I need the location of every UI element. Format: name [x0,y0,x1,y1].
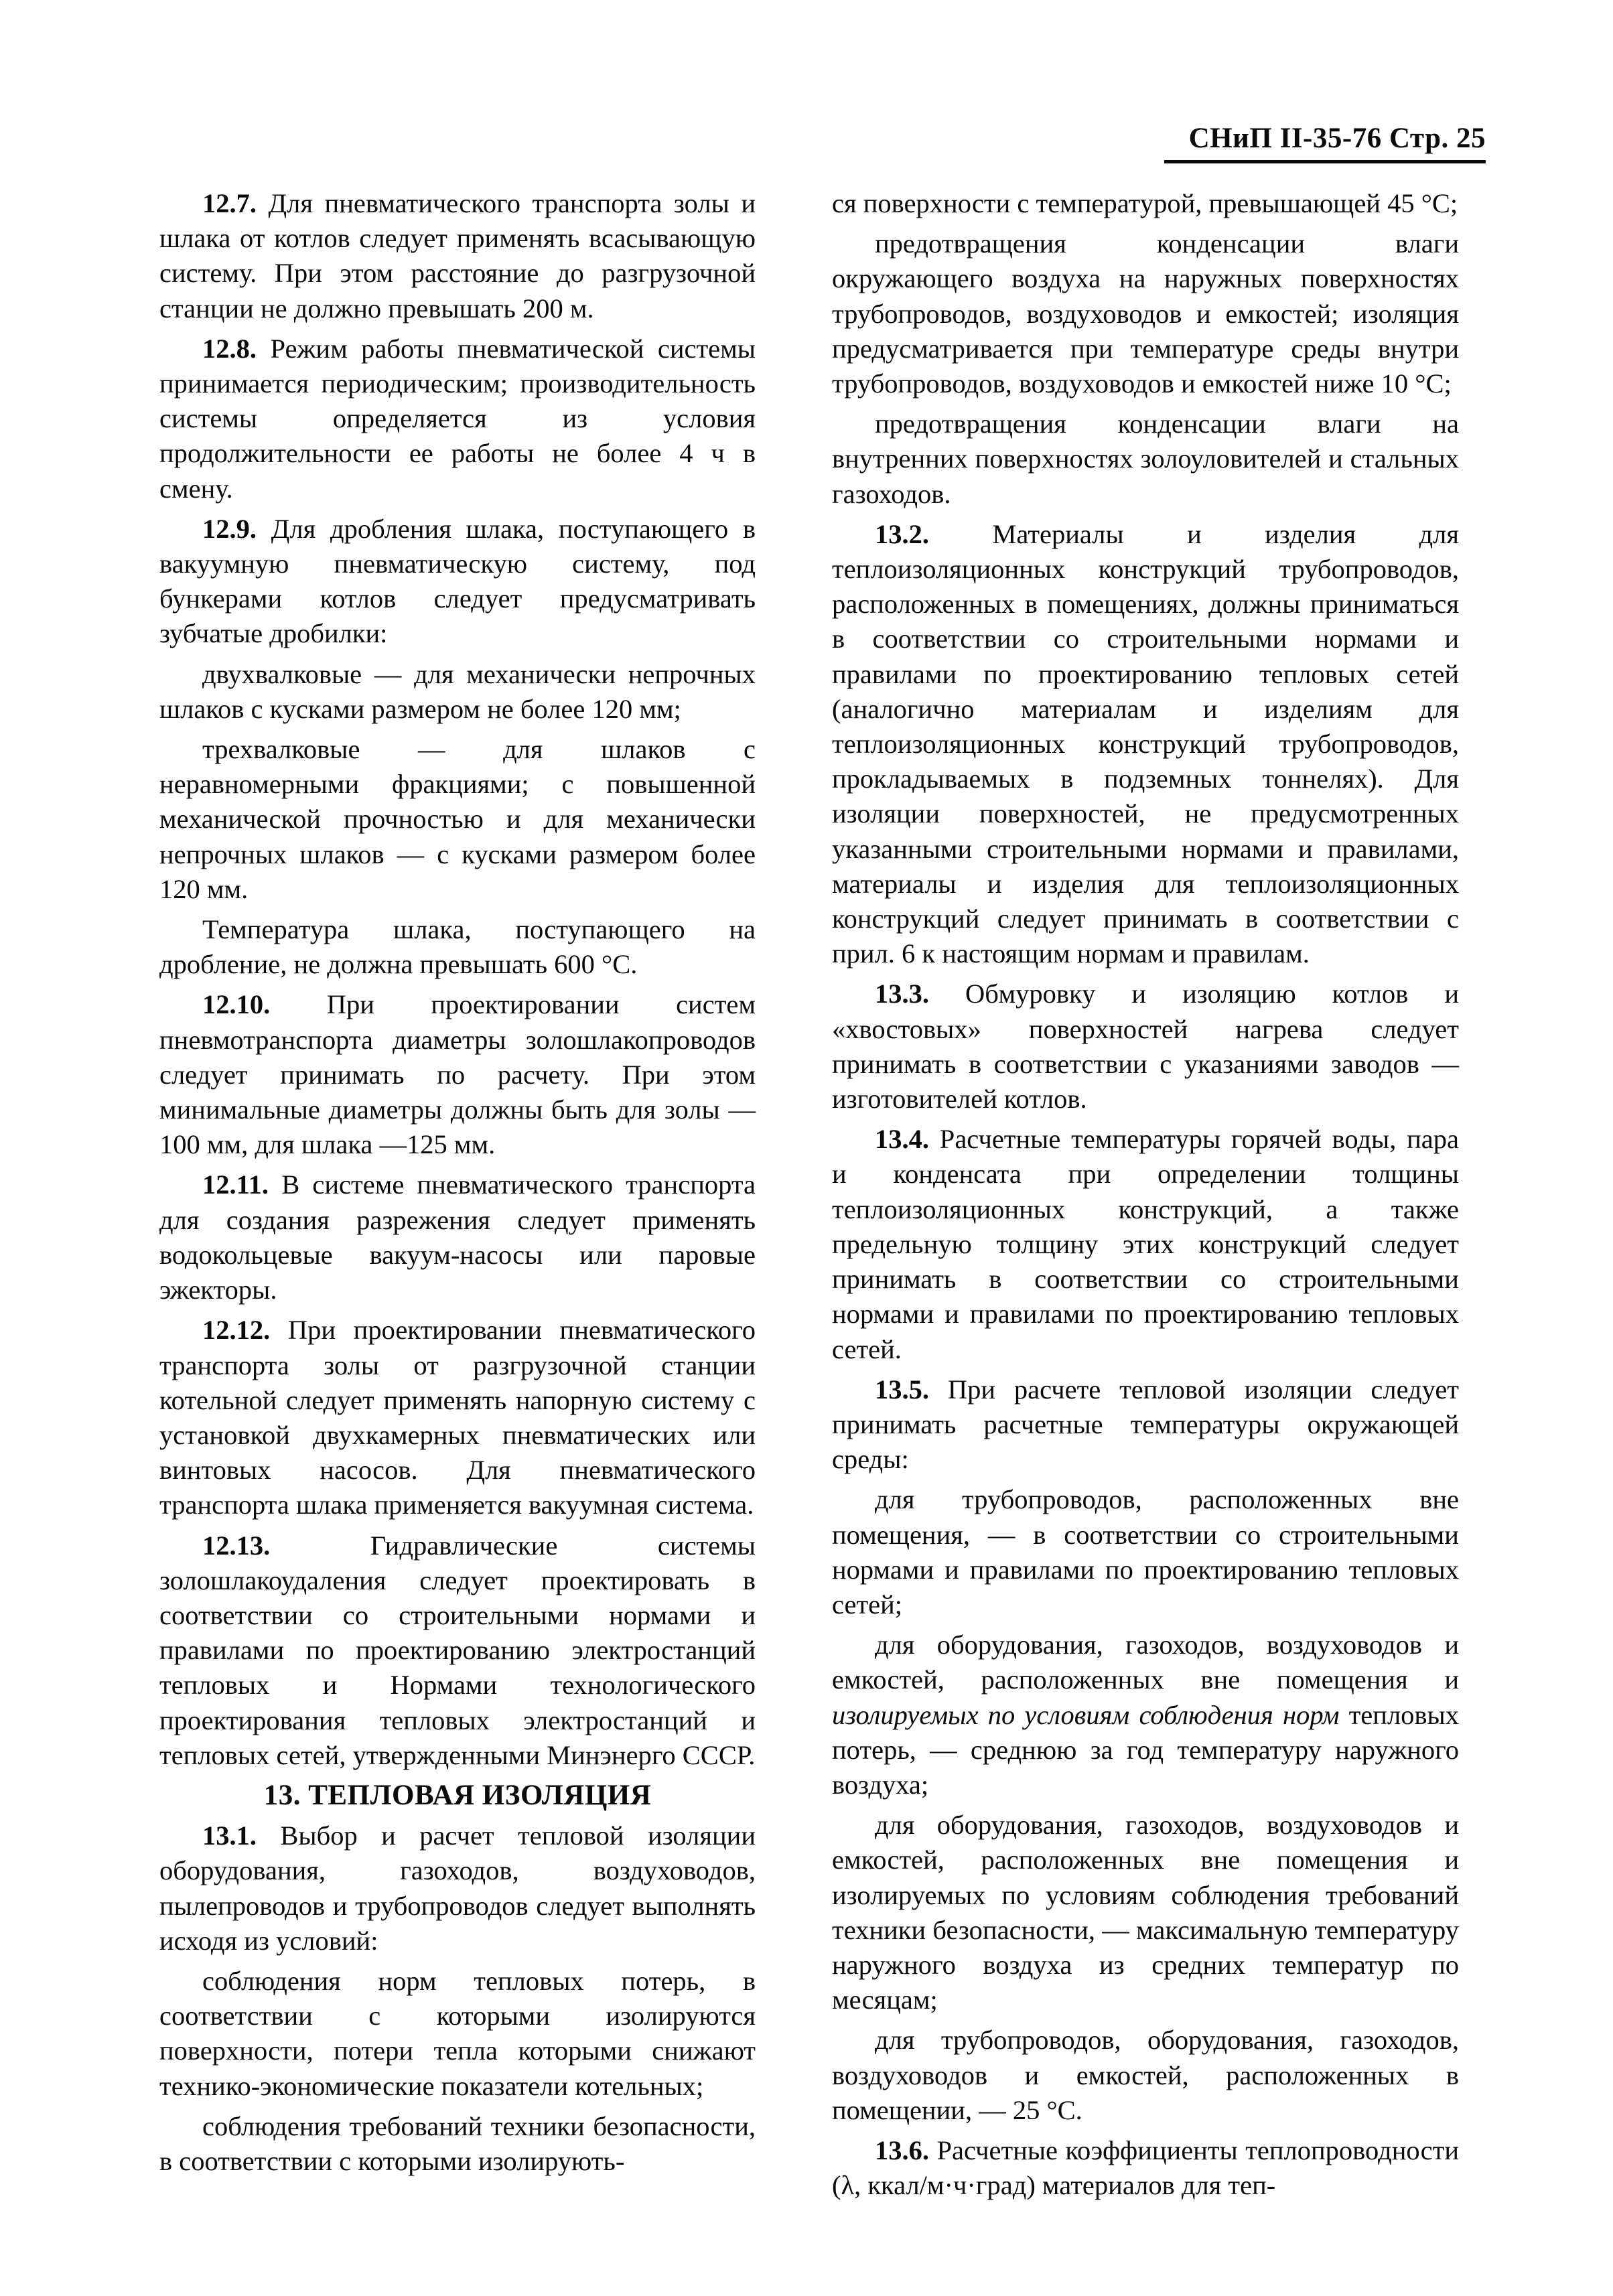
list-item: для оборудования, газоходов, воздуховодов и емкостей, расположенных вне помещения и изолируемых по условиям соблюдения требований техники безопасности, — максимальную температуру наружного воздуха из средних температур по месяцам; [832,1810,1459,2015]
paragraph-text: Температура шлака, поступающего на дробление, не должна превышать 600 °С. [159,914,756,980]
paragraph-13-5 [832,1372,1459,1478]
clause-number: 13.4. [875,1124,929,1155]
clause-text: При проектировании пневматического транспорта золы от разгрузочной станции котельной следует применять напорную систему с установкой двухкамерных пневматических или винтовых насосов. Для пневматического транспорта шлака применяется вакуумная система. [159,1315,756,1520]
clause-number: 12.7. [202,188,257,218]
clause-text: Для дробления шлака, поступающего в вакуумную пневматическую систему, под бункерами котлов следует предусматривать зубчатые дробилки: [159,513,756,649]
paragraph-13-6 [832,2133,1459,2203]
clause-number: 12.13. [202,1530,271,1561]
paragraph-12-8 [159,332,756,506]
paragraph-13-1 [159,1818,756,1958]
paragraph-12-9 [159,512,756,652]
clause-text: Гидравлические системы золошлакоудаления следует проектировать в соответствии со строительными нормами и правилами по проектированию электростанций тепловых и Нормами технологического проектирования тепловых электростанций и тепловых сетей, утвержденными Минэнерго СССР. [159,1530,756,1770]
paragraph-13-4 [832,1122,1459,1366]
section-title: 13. ТЕПЛОВАЯ ИЗОЛЯЦИЯ [263,1779,652,1811]
paragraph-13-3 [832,977,1459,1117]
paragraph-12-10 [159,987,756,1162]
continued-text: ся поверхности с температурой, превышающей 45 °С; [832,188,1458,218]
list-item [832,1628,1459,1802]
italic-emphasis: изолируемых по условиям соблюдения норм [832,1699,1340,1730]
clause-text: Режим работы пневматической системы принимается периодическим; производительность системы определяется из условия продолжительности ее работы не более 4 ч в смену. [159,333,756,504]
clause-text: Расчетные коэффициенты теплопроводности (λ, ккал/м·ч·град) материалов для теп- [832,2135,1459,2201]
paragraph-12-7 [159,186,756,326]
clause-number: 13.2. [875,518,929,549]
list-item: трехвалковые — для шлаков с неравномерными фракциями; с повышенной механической прочностью и для механически непрочных шлаков — с кусками размером более 120 мм. [159,734,756,904]
clause-text: Выбор и расчет тепловой изоляции оборудования, газоходов, воздуховодов, пылепроводов и трубопроводов следует выполнять исходя из условий: [159,1820,756,1956]
list-item: предотвращения конденсации влаги окружающего воздуха на наружных поверхностях трубопроводов, воздуховодов и емкостей; изоляция предусматривается при температуре среды внутри трубопроводов, воздуховодов и емкостей ниже 10 °С; [832,228,1459,399]
right-column [832,186,1459,2208]
clause-number: 13.5. [875,1374,929,1405]
clause-text: Материалы и изделия для теплоизоляционных конструкций трубопроводов, расположенных в помещениях, должны приниматься в соответствии со строительными нормами и правилами по проектированию тепловых сетей (аналогично материалам и изделиям для теплоизоляционных конструкций трубопроводов, прокладываемых в подземных тоннелях). Для изоляции поверхностей, не предусмотренных указанными строительными нормами и правилами, материалы и изделия для теплоизоляционных конструкций следует принимать в соответствии с прил. 6 к настоящим нормам и правилам. [832,518,1459,969]
clause-number: 13.1. [202,1820,257,1851]
clause-number: 12.9. [202,513,257,544]
list-item: предотвращения конденсации влаги на внутренних поверхностях золоуловителей и стальных газоходов. [832,409,1459,509]
list-item-text: тепловых потерь, — среднюю за год температуру наружного воздуха; [832,1699,1459,1800]
list-item: двухвалковые — для механически непрочных шлаков с кусками размером не более 120 мм; [159,658,756,724]
paragraph-13-2 [832,517,1459,972]
list-item: для трубопроводов, расположенных вне помещения, — в соответствии со строительными нормами и правилами по проектированию тепловых сетей; [832,1484,1459,1620]
clause-number: 13.6. [875,2135,929,2165]
clause-text: При расчете тепловой изоляции следует принимать расчетные температуры окружающей среды: [832,1374,1460,1475]
paragraph-12-12 [159,1313,756,1522]
paragraph-12-13 [159,1528,756,1773]
list-item-text: для оборудования, газоходов, воздуховодов и емкостей, расположенных вне помещения и [832,1630,1459,1695]
running-header: СНиП II-35-76 Стр. 25 [1164,122,1486,163]
clause-text: Расчетные температуры горячей воды, пара и конденсата при определении толщины теплоизоляционных конструкций, а также предельную толщину этих конструкций следует принимать в соответствии со строительными нормами и правилами по проектированию тепловых сетей. [832,1124,1460,1364]
clause-text: При проектировании систем пневмотранспорта диаметры золошлакопроводов следует принимать по расчету. При этом минимальные диаметры должны быть для золы — 100 мм, для шлака —125 мм. [159,989,756,1160]
clause-number: 12.8. [202,333,257,364]
clause-text: В системе пневматического транспорта для создания разрежения следует применять водокольцевые вакуум-насосы или паровые эжекторы. [159,1169,756,1305]
clause-number: 12.11. [202,1169,269,1200]
clause-text: Обмуровку и изоляцию котлов и «хвостовых» поверхностей нагрева следует принимать в соответствии с указаниями заводов —изготовителей котлов. [832,979,1459,1115]
clause-text: Для пневматического транспорта золы и шлака от котлов следует применять всасывающую систему. При этом расстояние до разгрузочной станции не должно превышать 200 м. [159,188,756,324]
left-column [159,186,756,2184]
clause-number: 12.12. [202,1315,271,1346]
list-item: соблюдения требований техники безопасности, в соответствии с которыми изолирують- [159,2110,756,2176]
clause-number: 13.3. [875,979,929,1009]
clause-number: 12.10. [202,989,271,1020]
list-item: для трубопроводов, оборудования, газоходов, воздуховодов и емкостей, расположенных в помещении, — 25 °С. [832,2025,1459,2125]
paragraph-12-11 [159,1167,756,1307]
list-item: соблюдения норм тепловых потерь, в соответствии с которыми изолируются поверхности, потери тепла которыми снижают технико-экономические показатели котельных; [159,1965,756,2101]
